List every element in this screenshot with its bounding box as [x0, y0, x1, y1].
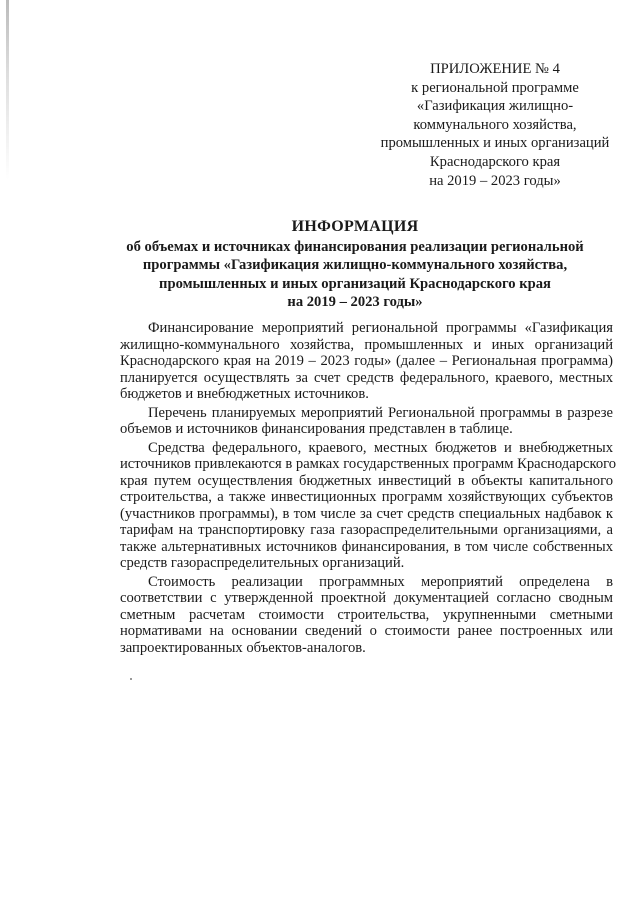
text-line: жилищно-коммунального хозяйства, промышленных и иных организаций	[120, 336, 613, 353]
title-line: промышленных и иных организаций Краснодарского края	[159, 275, 551, 292]
title-line: об объемах и источниках финансирования реализации региональной	[126, 238, 584, 255]
text-line: Перечень планируемых мероприятий Региональной программы в разрезе	[148, 404, 613, 421]
appendix-line: Краснодарского края	[429, 153, 561, 170]
title-heading: ИНФОРМАЦИЯ	[291, 218, 419, 235]
title-line: на 2019 – 2023 годы»	[287, 294, 423, 311]
document-title	[60, 218, 640, 312]
scan-dust-dot	[130, 678, 132, 680]
text-line: объемов и источников финансирования представлен в таблице.	[120, 421, 513, 437]
text-line: планируется осуществлять за счет средств федерального, краевого, местных	[120, 369, 613, 386]
text-line: (участников программы), в том числе за счет средств специальных надбавок к	[120, 505, 613, 522]
text-line: строительства, а также инвестиционных программ хозяйствующих субъектов	[120, 489, 613, 505]
text-line: Средства федерального, краевого, местных бюджетов и внебюджетных	[148, 439, 613, 456]
text-line: тарифам на транспортировку газа газораспределительными организациями, а	[120, 522, 613, 538]
text-line: сметным расчетам стоимости строительства, укрупненными сметными	[120, 606, 613, 623]
appendix-line: «Газификация жилищно-	[416, 98, 574, 115]
text-line: Краснодарского края на 2019 – 2023 годы» (далее – Региональная программа)	[120, 353, 613, 369]
paragraph-financing	[120, 320, 613, 403]
text-line: средств газораспределительных организаций.	[120, 555, 405, 571]
paragraph-sources	[120, 439, 617, 572]
appendix-line: промышленных и иных организаций	[380, 135, 610, 152]
appendix-line: коммунального хозяйства,	[413, 116, 577, 133]
appendix-line: к региональной программе	[411, 79, 579, 96]
text-line: бюджетов и внебюджетных источников.	[120, 386, 369, 402]
text-line: края путем осуществления бюджетных инвестиций в объекты капитального	[120, 472, 613, 489]
paragraph-cost	[120, 574, 613, 657]
paragraph-list	[120, 405, 613, 438]
text-line: нормативами на основании сведений о стоимости ранее построенных или	[120, 623, 613, 639]
text-line: соответствии с утвержденной проектной документацией согласно сводным	[120, 590, 613, 606]
appendix-title: ПРИЛОЖЕНИЕ № 4	[430, 61, 560, 77]
text-line: Финансирование мероприятий региональной программы «Газификация	[148, 320, 613, 336]
document-body	[120, 320, 617, 658]
text-line: также альтернативных источников финансирования, в том числе собственных	[120, 538, 613, 555]
text-line: Стоимость реализации программных мероприятий определена в	[148, 573, 613, 590]
scan-edge-mark	[6, 0, 9, 180]
text-line: источников привлекаются в рамках государственных программ Краснодарского	[120, 456, 617, 472]
text-line: запроектированных объектов-аналогов.	[120, 639, 366, 656]
appendix-header	[380, 60, 610, 190]
appendix-line: на 2019 – 2023 годы»	[429, 172, 561, 189]
title-line: программы «Газификация жилищно-коммунального хозяйства,	[142, 257, 568, 274]
